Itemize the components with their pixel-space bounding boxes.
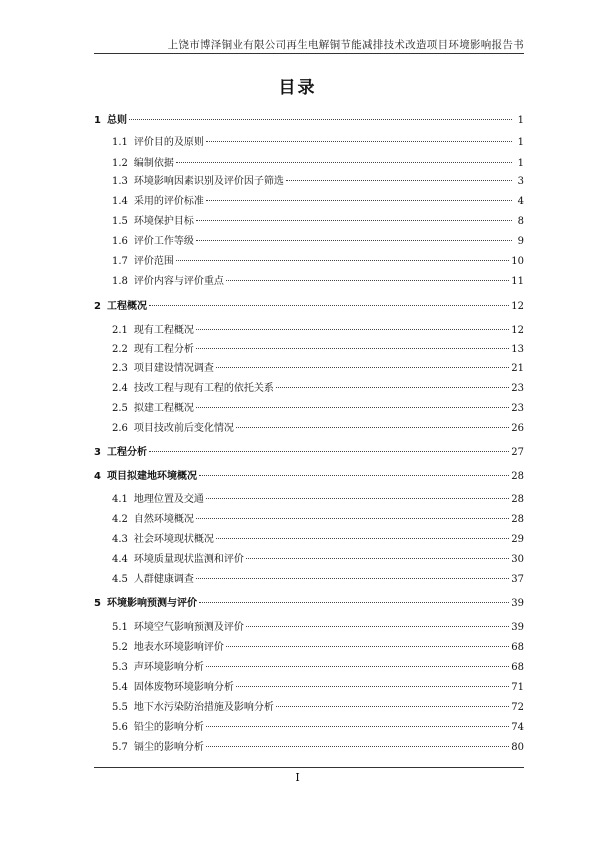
toc-entry-label: 拟建工程概况	[133, 403, 194, 414]
toc-entry-label: 固体废物环境影响分析	[133, 682, 234, 693]
toc-dot-leader	[196, 348, 509, 349]
toc-entry-number: 5.4	[112, 682, 128, 693]
toc-dot-leader	[199, 475, 509, 476]
toc-entry-label: 工程概况	[106, 301, 147, 312]
toc-section-entry[interactable]	[94, 638, 524, 652]
toc-entry-number: 4.3	[112, 534, 128, 545]
toc-entry-label: 声环境影响分析	[133, 662, 204, 673]
toc-entry-number: 5	[94, 598, 101, 609]
toc-dot-leader	[276, 387, 509, 388]
toc-entry-number: 4.1	[112, 494, 128, 505]
toc-entry-label: 环境空气影响预测及评价	[133, 622, 244, 633]
toc-dot-leader	[236, 427, 509, 428]
toc-entry-label: 项目拟建地环境概况	[106, 471, 197, 482]
toc-chapter-entry[interactable]	[94, 111, 524, 125]
toc-entry-page: 30	[511, 554, 524, 565]
toc-section-entry[interactable]	[94, 718, 524, 732]
toc-entry-page: 68	[511, 662, 524, 673]
toc-entry-label: 工程分析	[106, 447, 147, 458]
toc-dot-leader	[226, 646, 509, 647]
toc-section-entry[interactable]	[94, 133, 524, 147]
toc-entry-page: 8	[517, 216, 524, 227]
toc-section-entry[interactable]	[94, 678, 524, 692]
toc-entry-label: 评价工作等级	[133, 236, 194, 247]
toc-dot-leader	[196, 329, 509, 330]
toc-dot-leader	[246, 558, 509, 559]
toc-section-entry[interactable]	[94, 618, 524, 632]
toc-entry-number: 2.2	[112, 344, 128, 355]
toc-entry-page: 68	[511, 642, 524, 653]
toc-entry-page: 39	[511, 598, 524, 609]
toc-entry-page: 1	[517, 158, 524, 169]
toc-entry-label: 编制依据	[133, 158, 174, 169]
toc-entry-label: 社会环境现状概况	[133, 534, 214, 545]
toc-section-entry[interactable]	[94, 212, 524, 226]
toc-entry-number: 1.7	[112, 256, 128, 267]
toc-dot-leader	[226, 280, 509, 281]
toc-section-entry[interactable]	[94, 419, 524, 433]
toc-entry-label: 人群健康调查	[133, 574, 194, 585]
toc-entry-page: 12	[511, 325, 524, 336]
toc-entry-number: 4.5	[112, 574, 128, 585]
toc-dot-leader	[206, 200, 512, 201]
header-divider	[94, 53, 524, 54]
toc-entry-label: 评价内容与评价重点	[133, 276, 224, 287]
toc-section-entry[interactable]	[94, 490, 524, 504]
toc-entry-page: 28	[511, 514, 524, 525]
toc-chapter-entry[interactable]	[94, 297, 524, 311]
toc-entry-page: 72	[511, 702, 524, 713]
toc-entry-page: 13	[511, 344, 524, 355]
toc-section-entry[interactable]	[94, 321, 524, 335]
toc-entry-page: 28	[511, 494, 524, 505]
toc-entry-number: 2	[94, 301, 101, 312]
toc-entry-label: 地理位置及交通	[133, 494, 204, 505]
toc-dot-leader	[206, 726, 509, 727]
toc-section-entry[interactable]	[94, 550, 524, 564]
toc-entry-label: 环境质量现状监测和评价	[133, 554, 244, 565]
toc-entry-number: 2.4	[112, 383, 128, 394]
toc-section-entry[interactable]	[94, 252, 524, 266]
toc-chapter-entry[interactable]	[94, 467, 524, 481]
toc-entry-number: 5.2	[112, 642, 128, 653]
toc-section-entry[interactable]	[94, 272, 524, 286]
toc-entry-number: 1.8	[112, 276, 128, 287]
page-number: I	[295, 771, 300, 784]
toc-entry-page: 71	[511, 682, 524, 693]
toc-section-entry[interactable]	[94, 570, 524, 584]
toc-entry-page: 3	[517, 176, 524, 187]
toc-section-entry[interactable]	[94, 399, 524, 413]
toc-entry-page: 27	[511, 447, 524, 458]
toc-entry-page: 11	[511, 276, 524, 287]
toc-entry-label: 采用的评价标准	[133, 196, 204, 207]
toc-dot-leader	[196, 240, 512, 241]
toc-entry-page: 12	[511, 301, 524, 312]
toc-dot-leader	[286, 180, 512, 181]
toc-entry-label: 地下水污染防治措施及影响分析	[133, 702, 274, 713]
toc-section-entry[interactable]	[94, 192, 524, 206]
toc-section-entry[interactable]	[94, 530, 524, 544]
toc-entry-number: 1.4	[112, 196, 128, 207]
toc-entry-number: 1.6	[112, 236, 128, 247]
toc-entry-page: 28	[511, 471, 524, 482]
toc-entry-number: 1.1	[112, 137, 128, 148]
toc-chapter-entry[interactable]	[94, 443, 524, 457]
toc-entry-number: 2.6	[112, 423, 128, 434]
toc-entry-number: 1.2	[112, 158, 128, 169]
toc-dot-leader	[196, 220, 512, 221]
toc-dot-leader	[196, 518, 509, 519]
toc-entry-label: 现有工程概况	[133, 325, 194, 336]
toc-entry-number: 2.1	[112, 325, 128, 336]
toc-entry-number: 3	[94, 447, 101, 458]
toc-entry-page: 39	[511, 622, 524, 633]
toc-entry-number: 4.2	[112, 514, 128, 525]
toc-entry-number: 1.3	[112, 176, 128, 187]
toc-entry-page: 80	[511, 742, 524, 753]
toc-entry-page: 23	[511, 383, 524, 394]
toc-dot-leader	[176, 162, 512, 163]
toc-section-entry[interactable]	[94, 658, 524, 672]
toc-entry-page: 10	[511, 256, 524, 267]
toc-dot-leader	[236, 686, 509, 687]
toc-entry-number: 5.7	[112, 742, 128, 753]
toc-chapter-entry[interactable]	[94, 594, 524, 608]
toc-dot-leader	[206, 141, 512, 142]
toc-entry-page: 21	[511, 363, 524, 374]
toc-entry-number: 5.6	[112, 722, 128, 733]
toc-entry-page: 1	[517, 137, 524, 148]
toc-entry-label: 自然环境概况	[133, 514, 194, 525]
toc-entry-number: 5.5	[112, 702, 128, 713]
toc-dot-leader	[276, 706, 509, 707]
toc-section-entry[interactable]	[94, 379, 524, 393]
toc-section-entry[interactable]	[94, 698, 524, 712]
toc-entry-page: 29	[511, 534, 524, 545]
toc-section-entry[interactable]	[94, 232, 524, 246]
toc-entry-page: 23	[511, 403, 524, 414]
toc-dot-leader	[216, 367, 509, 368]
toc-entry-number: 2.3	[112, 363, 128, 374]
toc-dot-leader	[129, 119, 512, 120]
toc-dot-leader	[176, 260, 509, 261]
toc-dot-leader	[196, 578, 509, 579]
toc-entry-page: 9	[517, 236, 524, 247]
toc-entry-number: 2.5	[112, 403, 128, 414]
toc-entry-label: 地表水环境影响评价	[133, 642, 224, 653]
toc-section-entry[interactable]	[94, 510, 524, 524]
toc-entry-number: 5.1	[112, 622, 128, 633]
page-title: 目录	[278, 78, 317, 98]
toc-entry-number: 1.5	[112, 216, 128, 227]
toc-entry-label: 项目建设情况调查	[133, 363, 214, 374]
toc-entry-label: 评价范围	[133, 256, 174, 267]
toc-dot-leader	[149, 305, 509, 306]
toc-dot-leader	[216, 538, 509, 539]
toc-dot-leader	[199, 602, 509, 603]
toc-entry-label: 技改工程与现有工程的依托关系	[133, 383, 274, 394]
toc-dot-leader	[149, 451, 509, 452]
toc-entry-number: 4	[94, 471, 101, 482]
toc-dot-leader	[206, 746, 509, 747]
toc-section-entry[interactable]	[94, 340, 524, 354]
toc-entry-label: 铅尘的影响分析	[133, 722, 204, 733]
toc-entry-number: 1	[94, 115, 101, 126]
toc-section-entry[interactable]	[94, 154, 524, 168]
toc-entry-page: 1	[517, 115, 524, 126]
footer-divider	[94, 767, 524, 768]
toc-entry-page: 74	[511, 722, 524, 733]
toc-section-entry[interactable]	[94, 172, 524, 186]
toc-entry-label: 项目技改前后变化情况	[133, 423, 234, 434]
toc-section-entry[interactable]	[94, 738, 524, 752]
toc-dot-leader	[196, 407, 509, 408]
toc-entry-page: 26	[511, 423, 524, 434]
toc-dot-leader	[206, 666, 509, 667]
toc-entry-label: 评价目的及原则	[133, 137, 204, 148]
toc-entry-page: 37	[511, 574, 524, 585]
running-header: 上饶市博泽铜业有限公司再生电解铜节能减排技术改造项目环境影响报告书	[167, 39, 524, 51]
toc-entry-label: 现有工程分析	[133, 344, 194, 355]
toc-dot-leader	[206, 498, 509, 499]
toc-section-entry[interactable]	[94, 359, 524, 373]
toc-entry-number: 4.4	[112, 554, 128, 565]
toc-entry-label: 总则	[106, 115, 127, 126]
toc-dot-leader	[246, 626, 509, 627]
toc-entry-label: 环境保护目标	[133, 216, 194, 227]
toc-entry-number: 5.3	[112, 662, 128, 673]
toc-entry-label: 环境影响因素识别及评价因子筛选	[133, 176, 284, 187]
toc-entry-page: 4	[517, 196, 524, 207]
toc-entry-label: 环境影响预测与评价	[106, 598, 197, 609]
toc-entry-label: 镉尘的影响分析	[133, 742, 204, 753]
